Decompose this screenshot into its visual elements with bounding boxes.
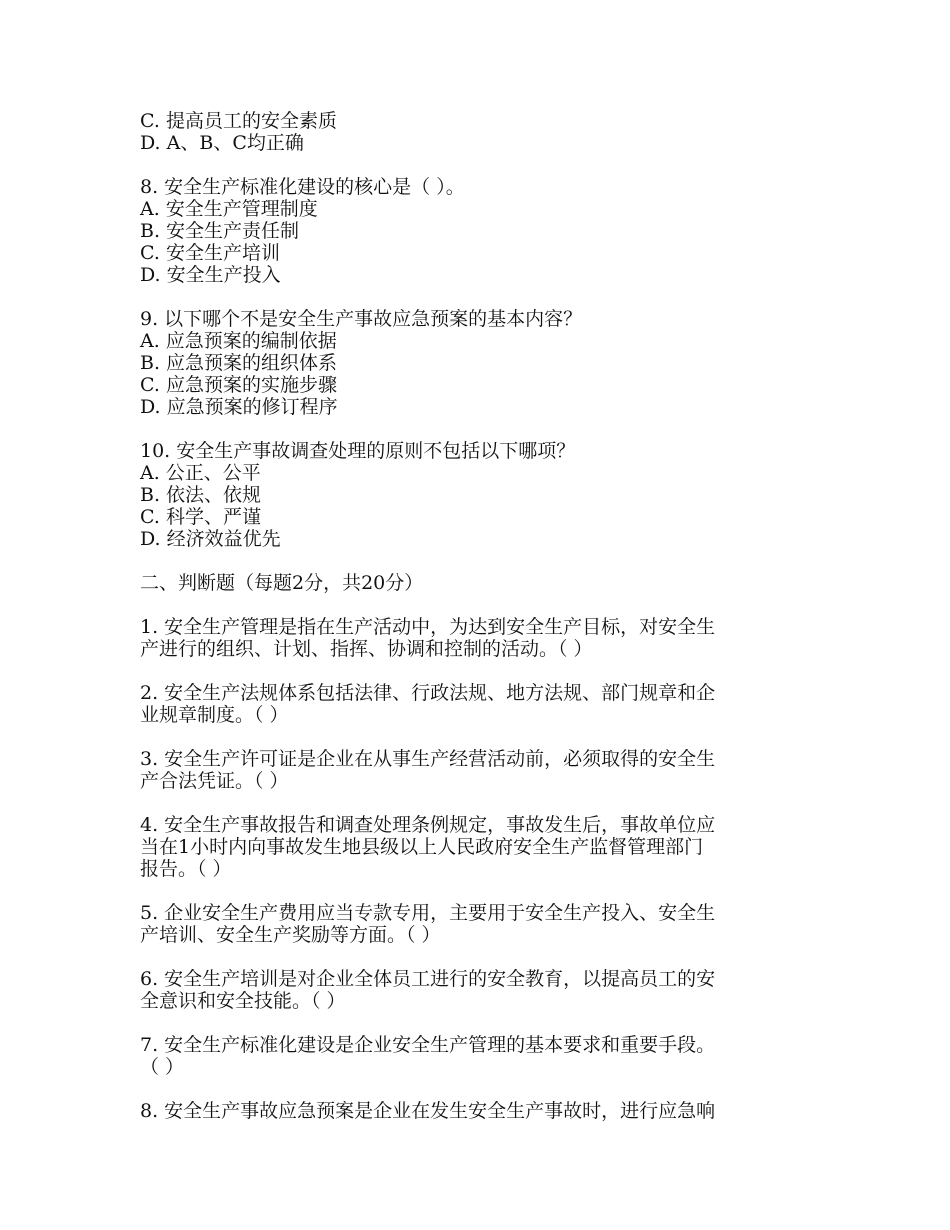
text-line: D. A、B、C均正确	[140, 132, 304, 154]
blank-line	[140, 1012, 810, 1034]
text-line: C. 安全生产培训	[140, 242, 280, 264]
text-line: 产培训、安全生产奖励等方面。（ ）	[140, 924, 441, 946]
text-line: 报告。（ ）	[140, 858, 232, 880]
blank-line	[140, 594, 810, 616]
blank-line	[140, 154, 810, 176]
text-line: A. 公正、公平	[140, 462, 261, 484]
blank-line	[140, 1078, 810, 1100]
text-line: 产合法凭证。（ ）	[140, 770, 289, 792]
text-line: 3. 安全生产许可证是企业在从事生产经营活动前，必须取得的安全生	[140, 748, 716, 770]
document-body	[140, 110, 810, 1122]
text-line: B. 安全生产责任制	[140, 220, 300, 242]
text-line: 产进行的组织、计划、指挥、协调和控制的活动。（ ）	[140, 638, 593, 660]
text-line: 当在1小时内向事故发生地县级以上人民政府安全生产监督管理部门	[140, 836, 704, 858]
text-line: 7. 安全生产标准化建设是企业安全生产管理的基本要求和重要手段。	[140, 1034, 716, 1056]
text-line: 6. 安全生产培训是对企业全体员工进行的安全教育，以提高员工的安	[140, 968, 716, 990]
text-line: C. 提高员工的安全素质	[140, 110, 337, 132]
blank-line	[140, 726, 810, 748]
blank-line	[140, 418, 810, 440]
text-line: A. 安全生产管理制度	[140, 198, 318, 220]
text-line: 业规章制度。（ ）	[140, 704, 289, 726]
text-line: 全意识和安全技能。（ ）	[140, 990, 346, 1012]
text-line: （ ）	[140, 1056, 185, 1078]
text-line: D. 安全生产投入	[140, 264, 281, 286]
text-line: 8. 安全生产事故应急预案是企业在发生安全生产事故时，进行应急响	[140, 1100, 716, 1122]
text-line: 1. 安全生产管理是指在生产活动中，为达到安全生产目标，对安全生	[140, 616, 716, 638]
text-line: 二、判断题（每题2分，共20分）	[140, 572, 424, 594]
text-line: C. 科学、严谨	[140, 506, 261, 528]
text-line: D. 经济效益优先	[140, 528, 281, 550]
text-line: B. 依法、依规	[140, 484, 262, 506]
blank-line	[140, 880, 810, 902]
text-line: C. 应急预案的实施步骤	[140, 374, 337, 396]
blank-line	[140, 792, 810, 814]
text-line: D. 应急预案的修订程序	[140, 396, 338, 418]
text-line: 2. 安全生产法规体系包括法律、行政法规、地方法规、部门规章和企	[140, 682, 716, 704]
text-line: 9. 以下哪个不是安全生产事故应急预案的基本内容？	[140, 308, 583, 330]
text-line: 10. 安全生产事故调查处理的原则不包括以下哪项？	[140, 440, 576, 462]
text-line: A. 应急预案的编制依据	[140, 330, 337, 352]
text-line: 8. 安全生产标准化建设的核心是（ ）。	[140, 176, 465, 198]
blank-line	[140, 946, 810, 968]
blank-line	[140, 660, 810, 682]
blank-line	[140, 286, 810, 308]
text-line: 4. 安全生产事故报告和调查处理条例规定，事故发生后，事故单位应	[140, 814, 716, 836]
blank-line	[140, 550, 810, 572]
text-line: B. 应急预案的组织体系	[140, 352, 338, 374]
text-line: 5. 企业安全生产费用应当专款专用，主要用于安全生产投入、安全生	[140, 902, 716, 924]
